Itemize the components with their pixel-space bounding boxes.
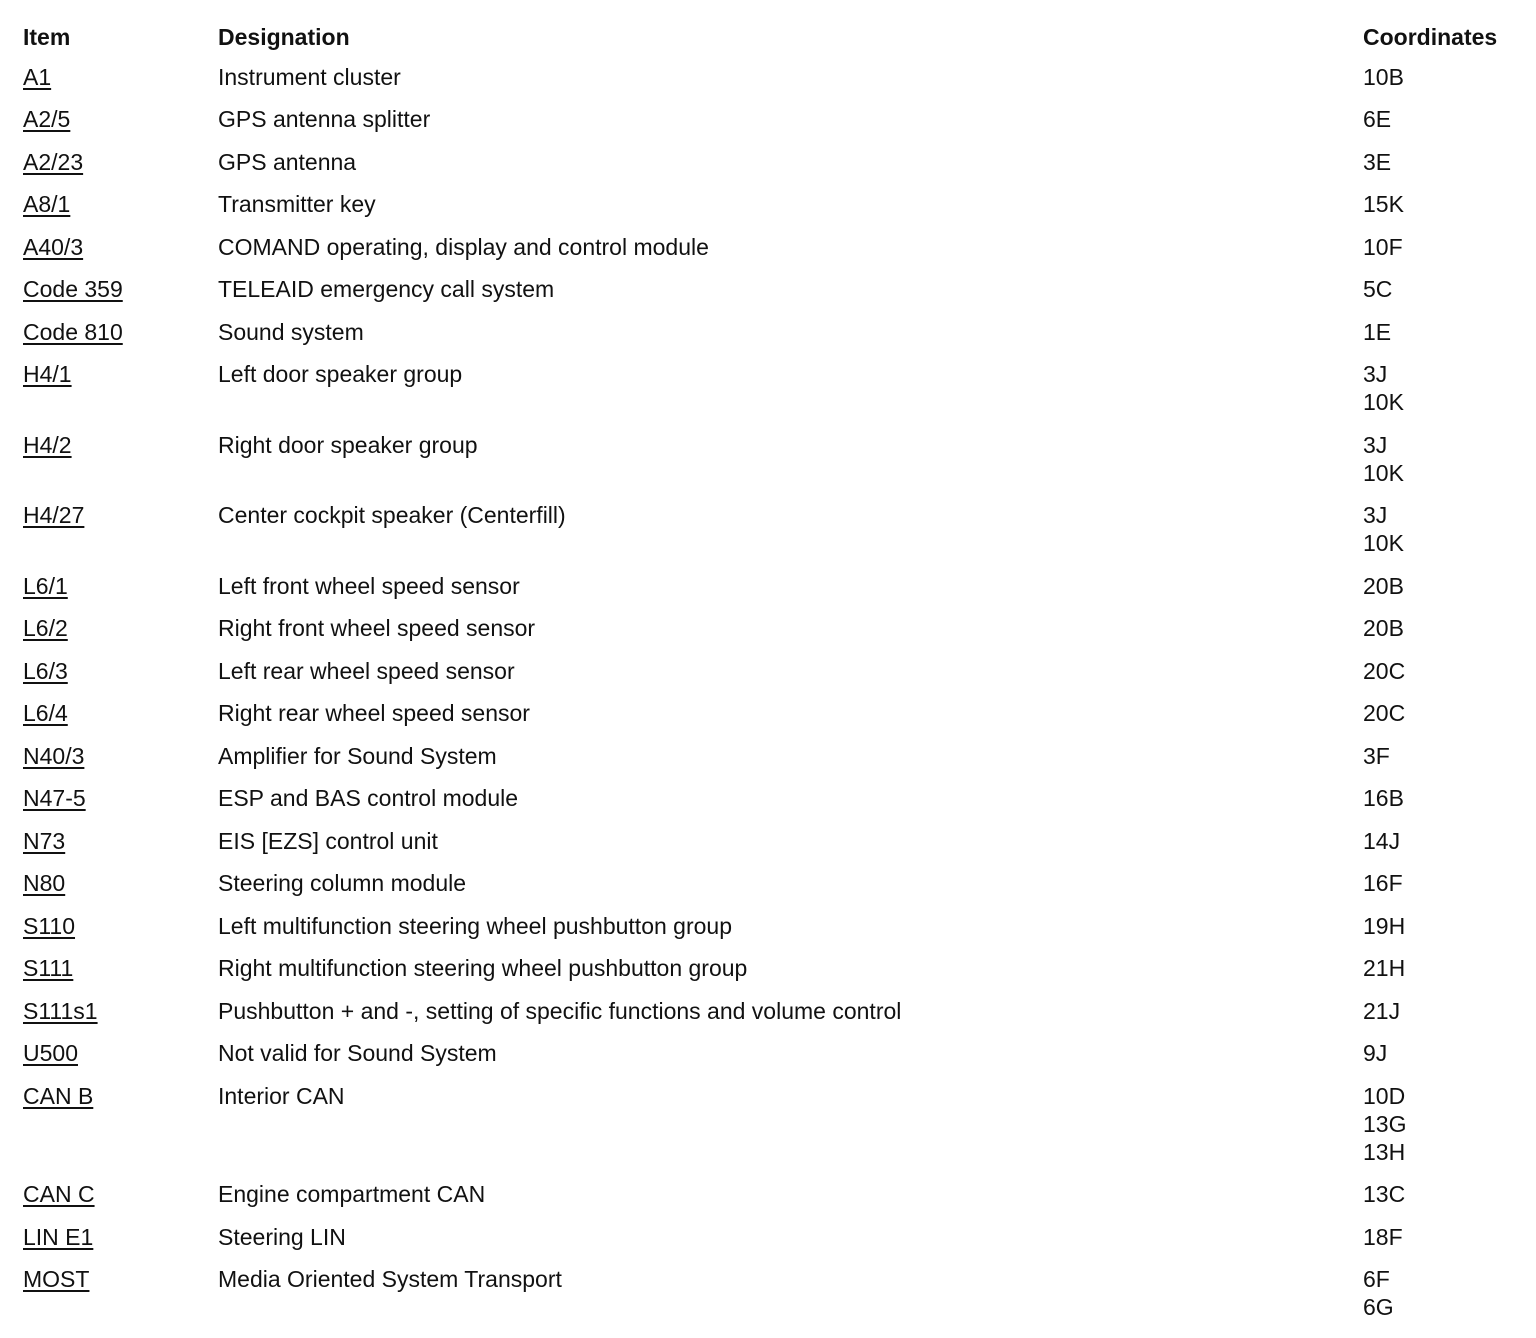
item-cell	[23, 360, 218, 388]
coordinate-value: 3J	[1363, 361, 1388, 387]
coordinates-cell	[1363, 912, 1523, 940]
item-link[interactable]: N80	[23, 870, 66, 896]
coordinate-value: 3J	[1363, 431, 1388, 458]
designation-cell: Left front wheel speed sensor	[218, 572, 520, 599]
table-row	[23, 997, 1523, 1040]
component-legend-table	[23, 20, 1523, 1336]
coordinates-cell	[1363, 431, 1523, 487]
table-row	[23, 105, 1523, 148]
item-cell	[23, 572, 218, 600]
designation-cell: COMAND operating, display and control module	[218, 233, 709, 260]
item-cell	[23, 912, 218, 940]
item-link[interactable]: L6/1	[23, 572, 68, 599]
coordinate-value: 15K	[1363, 191, 1404, 217]
coordinate-value: 5C	[1363, 276, 1393, 302]
table-row	[23, 275, 1523, 318]
designation-cell: Right multifunction steering wheel pushbutton group	[218, 955, 748, 981]
item-link[interactable]: A2/23	[23, 148, 84, 175]
item-cell	[23, 784, 218, 812]
coordinates-cell	[1363, 501, 1523, 557]
table-row	[23, 190, 1523, 233]
table-row	[23, 572, 1523, 615]
item-cell	[23, 869, 218, 897]
designation-cell: TELEAID emergency call system	[218, 276, 555, 302]
column-header-item: Item	[23, 24, 71, 50]
coordinates-cell	[1363, 105, 1523, 133]
coordinate-value: 3J	[1363, 502, 1388, 528]
coordinate-value: 13C	[1363, 1181, 1406, 1207]
coordinate-value: 10B	[1363, 63, 1404, 90]
item-cell	[23, 1082, 218, 1110]
item-cell	[23, 699, 218, 727]
item-cell	[23, 190, 218, 218]
table-row	[23, 63, 1523, 106]
item-link[interactable]: A40/3	[23, 233, 84, 260]
item-link[interactable]: L6/4	[23, 700, 68, 726]
designation-cell: Pushbutton + and -, setting of specific functions and volume control	[218, 997, 902, 1024]
item-cell	[23, 63, 218, 91]
designation-cell: Left multifunction steering wheel pushbutton group	[218, 912, 732, 939]
table-row	[23, 699, 1523, 742]
coordinate-value: 3E	[1363, 148, 1392, 175]
item-link[interactable]: S110	[23, 912, 76, 939]
table-row	[23, 1265, 1523, 1336]
coordinate-value: 14J	[1363, 827, 1401, 854]
designation-cell: ESP and BAS control module	[218, 785, 519, 811]
table-row	[23, 742, 1523, 785]
table-row	[23, 869, 1523, 912]
coordinate-value: 13H	[1363, 1138, 1406, 1165]
designation-cell: GPS antenna splitter	[218, 106, 431, 132]
coordinates-cell	[1363, 190, 1523, 218]
item-cell	[23, 1265, 218, 1293]
item-link[interactable]: H4/27	[23, 502, 85, 528]
coordinates-cell	[1363, 360, 1523, 416]
designation-cell: Interior CAN	[218, 1082, 345, 1109]
item-link[interactable]: L6/3	[23, 657, 68, 684]
designation-cell: Center cockpit speaker (Centerfill)	[218, 502, 566, 528]
coordinate-value: 21J	[1363, 997, 1401, 1024]
coordinates-cell	[1363, 699, 1523, 727]
table-row	[23, 1223, 1523, 1266]
table-row	[23, 954, 1523, 997]
coordinates-cell	[1363, 63, 1523, 91]
designation-cell: Right rear wheel speed sensor	[218, 700, 530, 726]
table-row	[23, 1180, 1523, 1223]
designation-cell: Engine compartment CAN	[218, 1181, 486, 1207]
coordinates-cell	[1363, 275, 1523, 303]
item-link[interactable]: N47-5	[23, 785, 86, 811]
coordinates-cell	[1363, 657, 1523, 685]
designation-cell: Steering column module	[218, 870, 467, 896]
coordinates-cell	[1363, 1039, 1523, 1067]
item-link[interactable]: N40/3	[23, 742, 85, 769]
coordinate-value: 13G	[1363, 1110, 1407, 1137]
coordinate-value: 10F	[1363, 233, 1403, 260]
item-cell	[23, 742, 218, 770]
coordinates-cell	[1363, 148, 1523, 176]
table-row	[23, 827, 1523, 870]
table-row	[23, 912, 1523, 955]
designation-cell: GPS antenna	[218, 148, 357, 175]
designation-cell: Media Oriented System Transport	[218, 1266, 562, 1292]
coordinate-value: 9J	[1363, 1040, 1388, 1066]
coordinates-cell	[1363, 1082, 1523, 1166]
item-link[interactable]: L6/2	[23, 615, 68, 641]
item-cell	[23, 501, 218, 529]
coordinate-value: 10K	[1363, 389, 1404, 415]
table-row	[23, 657, 1523, 700]
table-row	[23, 1039, 1523, 1082]
coordinate-value: 20C	[1363, 700, 1406, 726]
coordinate-value: 6E	[1363, 106, 1392, 132]
table-row	[23, 148, 1523, 191]
table-row	[23, 431, 1523, 502]
item-cell	[23, 1223, 218, 1251]
item-cell	[23, 997, 218, 1025]
designation-cell: EIS [EZS] control unit	[218, 827, 438, 854]
item-cell	[23, 318, 218, 346]
item-link[interactable]: U500	[23, 1040, 78, 1066]
coordinate-value: 20C	[1363, 657, 1406, 684]
item-cell	[23, 614, 218, 642]
item-link[interactable]: H4/1	[23, 361, 72, 387]
designation-cell: Not valid for Sound System	[218, 1040, 497, 1066]
item-link[interactable]: N73	[23, 827, 66, 854]
coordinate-value: 10K	[1363, 530, 1404, 556]
designation-cell: Steering LIN	[218, 1223, 346, 1250]
coordinates-cell	[1363, 827, 1523, 855]
designation-cell: Left door speaker group	[218, 361, 463, 387]
coordinate-value: 20B	[1363, 615, 1404, 641]
item-link[interactable]: A1	[23, 63, 52, 90]
item-cell	[23, 233, 218, 261]
table-row	[23, 614, 1523, 657]
item-link[interactable]: MOST	[23, 1266, 90, 1292]
table-row	[23, 1082, 1523, 1181]
designation-cell: Transmitter key	[218, 191, 376, 217]
item-link[interactable]: A8/1	[23, 191, 71, 217]
item-link[interactable]: Code 810	[23, 318, 123, 345]
coordinate-value: 10K	[1363, 459, 1404, 486]
designation-cell: Right door speaker group	[218, 431, 478, 458]
coordinate-value: 20B	[1363, 572, 1404, 599]
designation-cell: Right front wheel speed sensor	[218, 615, 536, 641]
coordinate-value: 21H	[1363, 955, 1406, 981]
designation-cell: Sound system	[218, 318, 364, 345]
coordinates-cell	[1363, 954, 1523, 982]
item-cell	[23, 148, 218, 176]
designation-cell: Left rear wheel speed sensor	[218, 657, 515, 684]
item-link[interactable]: S111	[23, 955, 74, 981]
item-link[interactable]: Code 359	[23, 276, 123, 302]
item-cell	[23, 431, 218, 459]
item-link[interactable]: H4/2	[23, 431, 72, 458]
table-header	[23, 20, 1523, 63]
item-link[interactable]: S111s1	[23, 997, 98, 1024]
coordinates-cell	[1363, 614, 1523, 642]
coordinate-value: 19H	[1363, 912, 1406, 939]
table-row	[23, 318, 1523, 361]
table-body	[23, 63, 1523, 1336]
item-cell	[23, 1180, 218, 1208]
coordinate-value: 6F	[1363, 1266, 1390, 1292]
item-link[interactable]: LIN E1	[23, 1223, 94, 1250]
item-link[interactable]: A2/5	[23, 106, 71, 132]
coordinate-value: 16B	[1363, 785, 1404, 811]
item-link[interactable]: CAN C	[23, 1181, 95, 1207]
coordinates-cell	[1363, 572, 1523, 600]
coordinates-cell	[1363, 997, 1523, 1025]
item-cell	[23, 827, 218, 855]
coordinates-cell	[1363, 1265, 1523, 1321]
designation-cell: Amplifier for Sound System	[218, 742, 497, 769]
coordinate-value: 6G	[1363, 1294, 1394, 1320]
item-cell	[23, 954, 218, 982]
table-row	[23, 233, 1523, 276]
coordinates-cell	[1363, 318, 1523, 346]
coordinates-cell	[1363, 784, 1523, 812]
item-cell	[23, 105, 218, 133]
designation-cell: Instrument cluster	[218, 63, 401, 90]
table-row	[23, 501, 1523, 572]
coordinates-cell	[1363, 1223, 1523, 1251]
coordinates-cell	[1363, 1180, 1523, 1208]
column-header-designation: Designation	[218, 24, 350, 50]
coordinate-value: 18F	[1363, 1223, 1403, 1250]
item-cell	[23, 275, 218, 303]
coordinate-value: 1E	[1363, 318, 1392, 345]
item-link[interactable]: CAN B	[23, 1082, 94, 1109]
table-row	[23, 360, 1523, 431]
table-row	[23, 784, 1523, 827]
item-cell	[23, 1039, 218, 1067]
item-cell	[23, 657, 218, 685]
coordinate-value: 10D	[1363, 1082, 1406, 1109]
coordinates-cell	[1363, 869, 1523, 897]
coordinate-value: 3F	[1363, 742, 1390, 769]
coordinates-cell	[1363, 233, 1523, 261]
column-header-coordinates: Coordinates	[1363, 24, 1498, 50]
coordinates-cell	[1363, 742, 1523, 770]
coordinate-value: 16F	[1363, 870, 1403, 896]
